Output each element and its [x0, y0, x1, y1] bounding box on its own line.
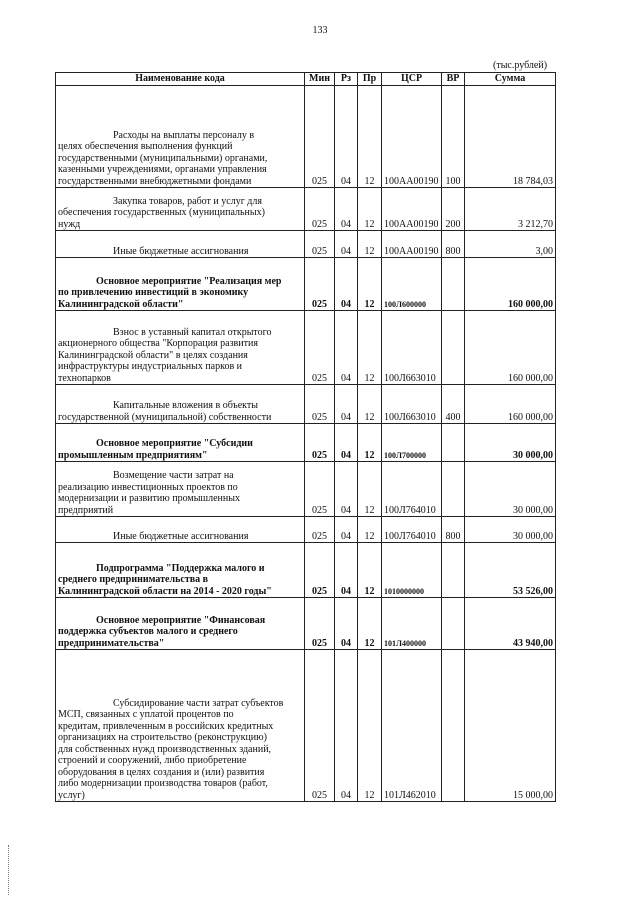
header-min: Мин — [305, 73, 335, 86]
row-name: Подпрограмма "Поддержка малого и среднего предпринимательства в Калининградской области на 2014 - 2020 годы" — [56, 543, 305, 598]
row-csr: 100Л600000 — [382, 258, 442, 311]
row-csr: 100Л663010 — [382, 385, 442, 424]
row-name: Взнос в уставный капитал открытого акционерного общества "Корпорация развития Калининградской области" в целях создания инфраструктуры индустриальных парков и технопарков — [56, 311, 305, 385]
row-min: 025 — [305, 258, 335, 311]
row-vr: 800 — [442, 517, 465, 543]
row-min: 025 — [305, 311, 335, 385]
row-pr: 12 — [358, 598, 382, 650]
page-number: 133 — [312, 25, 328, 36]
header-pr: Пр — [358, 73, 382, 86]
header-csr: ЦСР — [382, 73, 442, 86]
row-rz: 04 — [335, 650, 358, 802]
table-row — [56, 385, 556, 424]
row-name: Закупка товаров, работ и услуг для обеспечения государственных (муниципальных) нужд — [56, 188, 305, 231]
row-rz: 04 — [335, 258, 358, 311]
header-sum: Сумма — [465, 73, 556, 86]
table-row — [56, 188, 556, 231]
row-name: Основное мероприятие "Финансовая поддержка субъектов малого и среднего предпринимательства" — [56, 598, 305, 650]
row-pr: 12 — [358, 188, 382, 231]
header-name: Наименование кода — [56, 73, 305, 86]
row-pr: 12 — [358, 86, 382, 188]
table-row — [56, 86, 556, 188]
row-vr — [442, 650, 465, 802]
table-row — [56, 517, 556, 543]
table-row — [56, 462, 556, 517]
table-row — [56, 598, 556, 650]
row-rz: 04 — [335, 543, 358, 598]
row-vr — [442, 543, 465, 598]
units-label: (тыс.рублей) — [493, 60, 548, 71]
row-csr: 100Л700000 — [382, 424, 442, 462]
row-name: Капитальные вложения в объекты государственной (муниципальной) собственности — [56, 385, 305, 424]
row-name: Иные бюджетные ассигнования — [56, 517, 305, 543]
row-vr: 200 — [442, 188, 465, 231]
row-rz: 04 — [335, 188, 358, 231]
row-name: Субсидирование части затрат субъектов МСП, связанных с уплатой процентов по кредитам, привлеченным в российских кредитных организациях на строительство (реконструкцию) для собственных нужд производственных зданий, строений и сооружений, либо приобретение оборудования в целях создания и (или) развития либо модернизации производства товаров (работ, услуг) — [56, 650, 305, 802]
row-pr: 12 — [358, 650, 382, 802]
row-min: 025 — [305, 231, 335, 258]
row-min: 025 — [305, 517, 335, 543]
row-sum: 30 000,00 — [465, 462, 556, 517]
row-rz: 04 — [335, 311, 358, 385]
row-min: 025 — [305, 462, 335, 517]
row-sum: 3,00 — [465, 231, 556, 258]
row-csr: 100АА00190 — [382, 86, 442, 188]
row-vr: 800 — [442, 231, 465, 258]
row-pr: 12 — [358, 543, 382, 598]
scan-margin-mark — [8, 845, 10, 895]
row-pr: 12 — [358, 231, 382, 258]
row-sum: 43 940,00 — [465, 598, 556, 650]
row-rz: 04 — [335, 385, 358, 424]
row-pr: 12 — [358, 462, 382, 517]
row-rz: 04 — [335, 231, 358, 258]
row-pr: 12 — [358, 424, 382, 462]
row-rz: 04 — [335, 86, 358, 188]
row-name: Возмещение части затрат на реализацию инвестиционных проектов по модернизации и развитию промышленных предприятий — [56, 462, 305, 517]
row-pr: 12 — [358, 311, 382, 385]
table-row — [56, 543, 556, 598]
row-name: Расходы на выплаты персоналу в целях обеспечения выполнения функций государственными (муниципальными) органами, казенными учреждениями, органами управления государственными внебюджетными фондами — [56, 86, 305, 188]
row-min: 025 — [305, 598, 335, 650]
row-sum: 30 000,00 — [465, 517, 556, 543]
row-sum: 30 000,00 — [465, 424, 556, 462]
row-vr — [442, 424, 465, 462]
row-vr: 400 — [442, 385, 465, 424]
row-sum: 53 526,00 — [465, 543, 556, 598]
row-sum: 3 212,70 — [465, 188, 556, 231]
row-name: Основное мероприятие "Субсидии промышленным предприятиям" — [56, 424, 305, 462]
table-row — [56, 650, 556, 802]
row-sum: 18 784,03 — [465, 86, 556, 188]
row-vr — [442, 598, 465, 650]
budget-table — [55, 72, 556, 802]
row-vr — [442, 311, 465, 385]
row-csr: 100Л764010 — [382, 462, 442, 517]
row-sum: 160 000,00 — [465, 258, 556, 311]
row-min: 025 — [305, 385, 335, 424]
row-vr — [442, 462, 465, 517]
row-pr: 12 — [358, 385, 382, 424]
row-csr: 100Л663010 — [382, 311, 442, 385]
row-name: Основное мероприятие "Реализация мер по привлечению инвестиций в экономику Калининградской области" — [56, 258, 305, 311]
table-row — [56, 424, 556, 462]
row-csr: 100Л764010 — [382, 517, 442, 543]
row-vr — [442, 258, 465, 311]
row-pr: 12 — [358, 258, 382, 311]
row-sum: 160 000,00 — [465, 311, 556, 385]
row-min: 025 — [305, 188, 335, 231]
row-rz: 04 — [335, 598, 358, 650]
table-header-row — [56, 73, 556, 86]
header-vr: ВР — [442, 73, 465, 86]
row-csr: 100АА00190 — [382, 188, 442, 231]
row-rz: 04 — [335, 517, 358, 543]
row-csr: 101Л462010 — [382, 650, 442, 802]
table-row — [56, 258, 556, 311]
row-min: 025 — [305, 424, 335, 462]
row-sum: 160 000,00 — [465, 385, 556, 424]
row-vr: 100 — [442, 86, 465, 188]
table-row — [56, 311, 556, 385]
row-sum: 15 000,00 — [465, 650, 556, 802]
row-csr: 1010000000 — [382, 543, 442, 598]
row-min: 025 — [305, 543, 335, 598]
row-csr: 101Л400000 — [382, 598, 442, 650]
row-rz: 04 — [335, 424, 358, 462]
row-min: 025 — [305, 86, 335, 188]
row-name: Иные бюджетные ассигнования — [56, 231, 305, 258]
row-csr: 100АА00190 — [382, 231, 442, 258]
row-pr: 12 — [358, 517, 382, 543]
table-row — [56, 231, 556, 258]
row-min: 025 — [305, 650, 335, 802]
row-rz: 04 — [335, 462, 358, 517]
header-rz: Рз — [335, 73, 358, 86]
